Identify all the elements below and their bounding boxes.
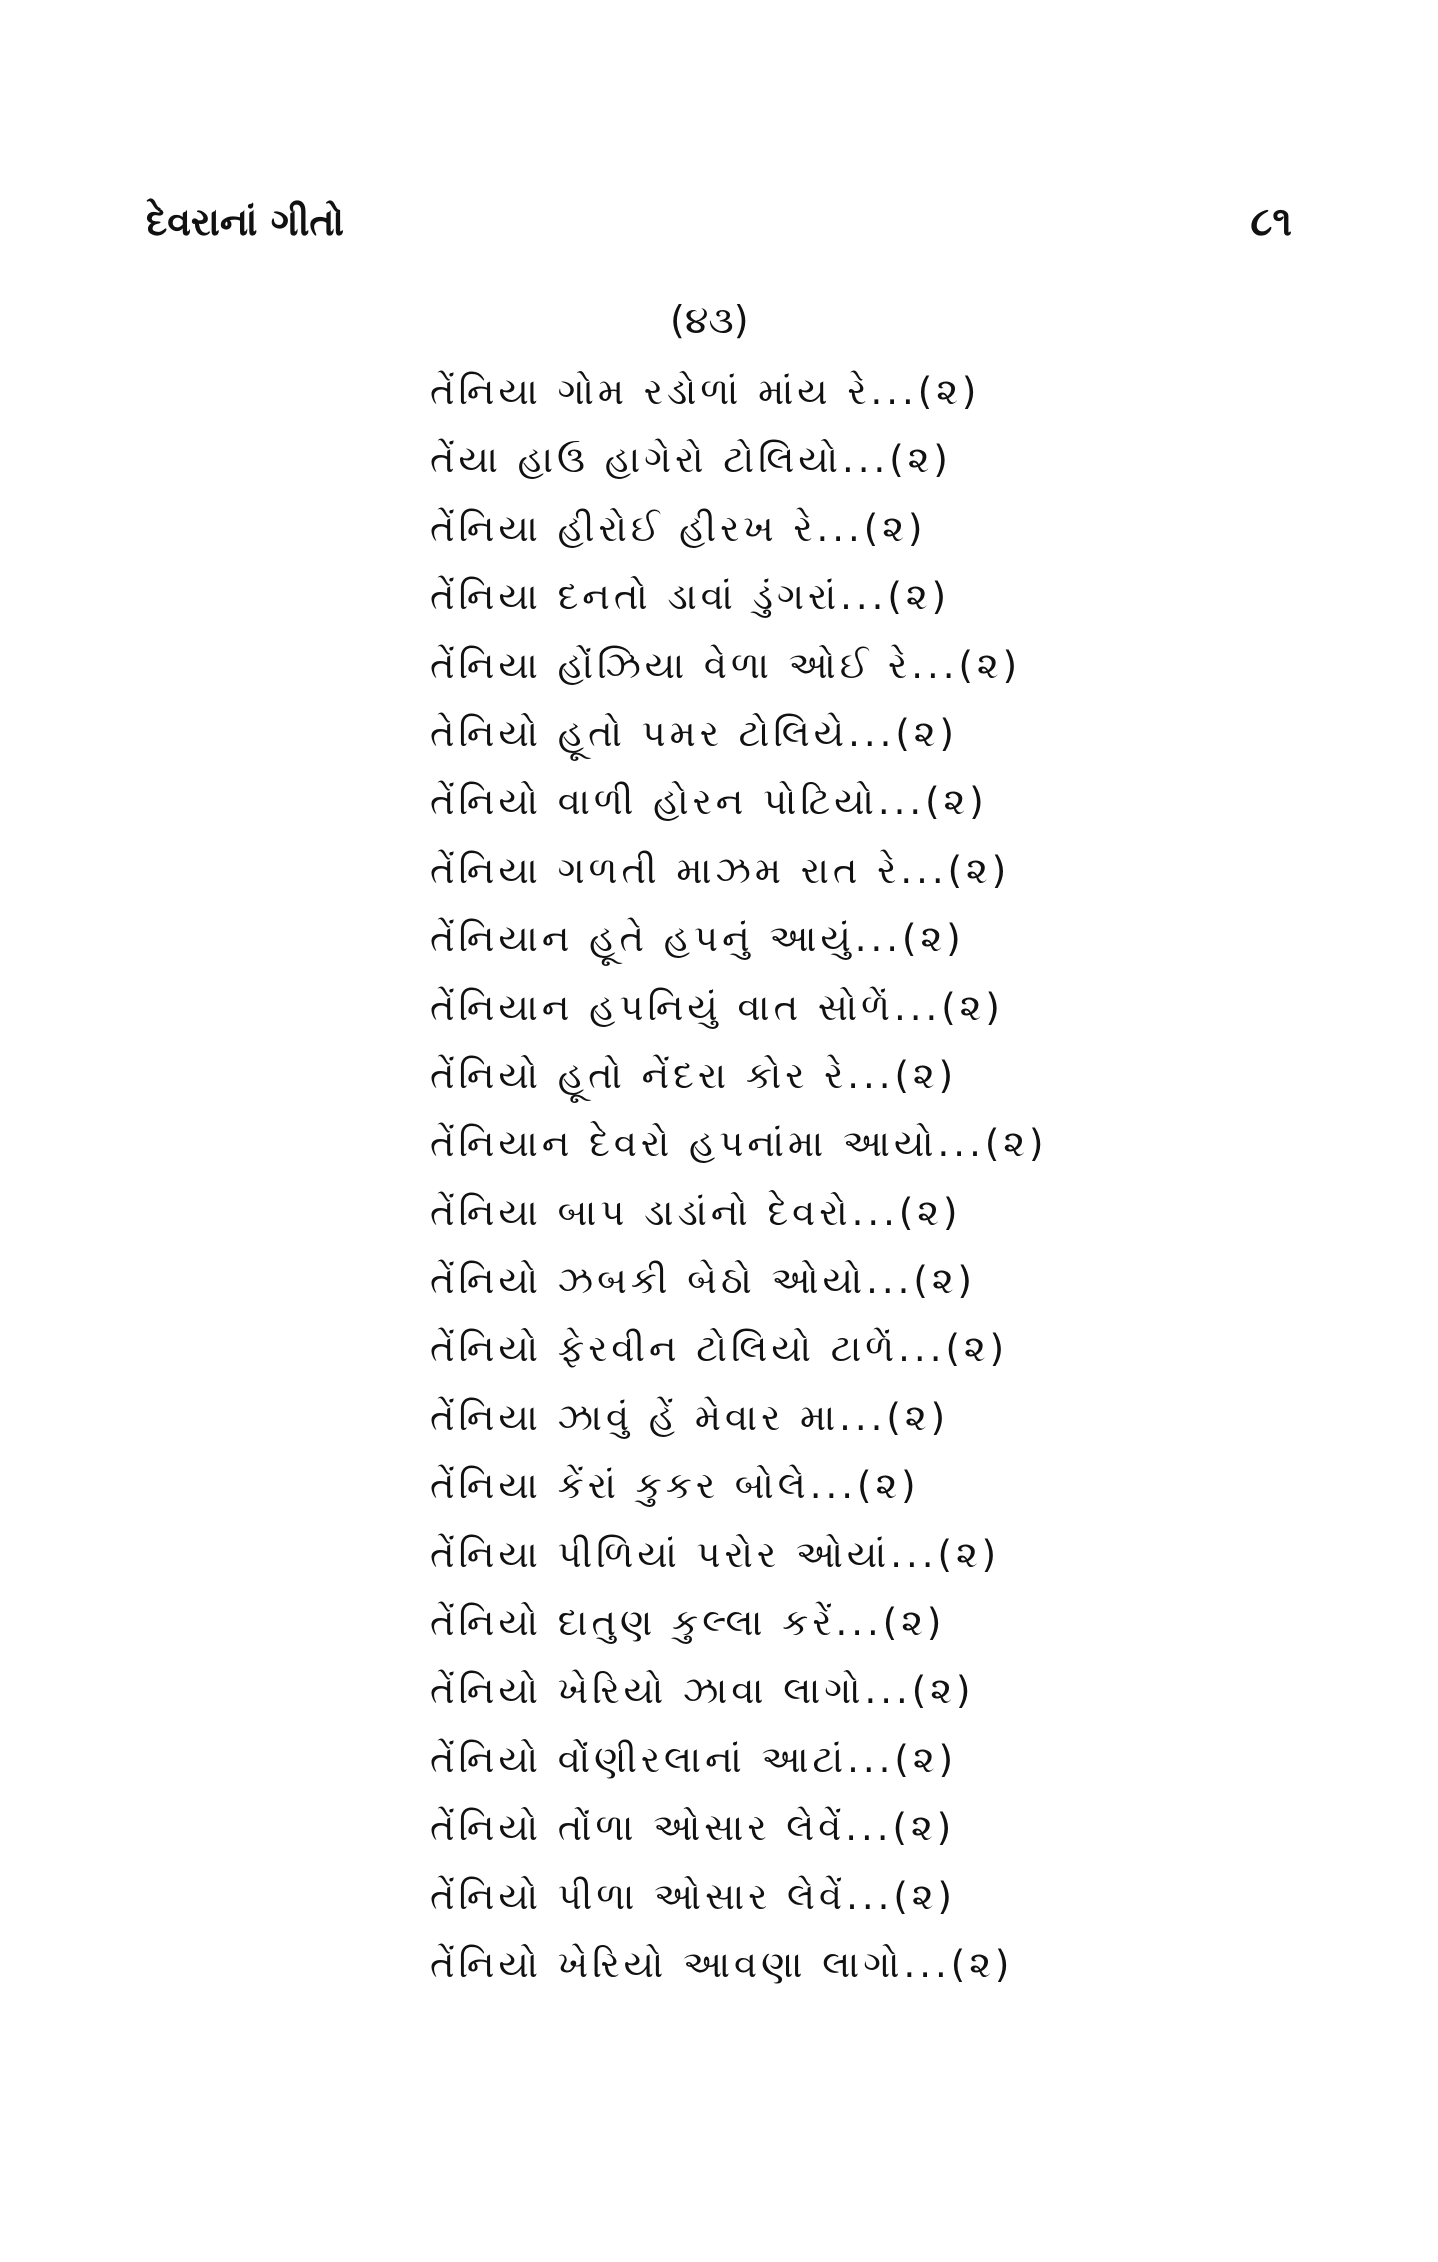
verse-line: તેંનિયાન હપનિયું વાત સોળેં...(૨)	[430, 985, 1004, 1029]
page-number: ૮૧	[1250, 199, 1292, 245]
verse-line: તેંનિયા બાપ ડાડાંનો દેવરો...(૨)	[430, 1190, 962, 1234]
verse-line: તેંનિયો ફેરવીન ટોલિયો ટાળેં...(૨)	[430, 1327, 1009, 1371]
verse-line: તેનિયો હૂતો પમર ટોલિયે...(૨)	[430, 711, 958, 755]
verse-list	[430, 358, 1047, 1999]
verse-line: તેંનિયો ઝબકી બેઠો ઓયો...(૨)	[430, 1259, 976, 1303]
verse-line: તેંનિયાન દેવરો હપનાંમા આયો...(૨)	[430, 1122, 1048, 1166]
verse-line: તેંનિયા ગળતી માઝમ રાત રે...(૨)	[430, 848, 1011, 892]
verse-line: તેંનિયા દનતો ડાવાં ડુંગરાં...(૨)	[430, 575, 951, 619]
verse-line: તેંયા હાઉ હાગેરો ટોલિયો...(૨)	[430, 438, 952, 482]
verse-line: તેંનિયા હીરોઈ હીરખ રે...(૨)	[430, 506, 927, 550]
poem-number: (૪૩)	[670, 298, 749, 342]
verse-line: તેંનિયો હૂતો નેંદરા કોર રે...(૨)	[430, 1053, 958, 1097]
header-title: દેવરાનાં ગીતો	[146, 200, 345, 244]
verse-line: તેંનિયો દાતુણ કુલ્લા કરેં...(૨)	[430, 1601, 946, 1645]
verse-line: તેંનિયો ખેરિયો ઝાવા લાગો...(૨)	[430, 1669, 975, 1713]
running-header	[146, 192, 1292, 252]
verse-line: તેંનિયા ગોમ રડોળાં માંય રે...(૨)	[430, 370, 981, 413]
verse-line: તેંનિયા હોંઝિયા વેળા ઓઈ રે...(૨)	[430, 643, 1022, 687]
verse-line: તેંનિયો પીળા ઓસાર લેવેં...(૨)	[430, 1874, 956, 1918]
verse-line: તેંનિયાન હૂતે હપનું આયું...(૨)	[430, 917, 965, 961]
verse-line: તેંનિયો વોંણીરલાનાં આટાં...(૨)	[430, 1737, 958, 1781]
verse-line: તેંનિયો વાળી હોરન પોટિયો...(૨)	[430, 780, 988, 824]
verse-line: તેંનિયા પીળિયાં પરોર ઓયાં...(૨)	[430, 1532, 1001, 1576]
verse-line: તેંનિયો ખેરિયો આવણા લાગો...(૨)	[430, 1942, 1014, 1986]
verse-line: તેંનિયા ઝાવું હેં મેવાર મા...(૨)	[430, 1395, 950, 1439]
verse-line: તેંનિયા કેંરાં કુકર બોલે...(૨)	[430, 1464, 920, 1508]
verse-line: તેંનિયો તોંળા ઓસાર લેવેં...(૨)	[430, 1806, 956, 1850]
